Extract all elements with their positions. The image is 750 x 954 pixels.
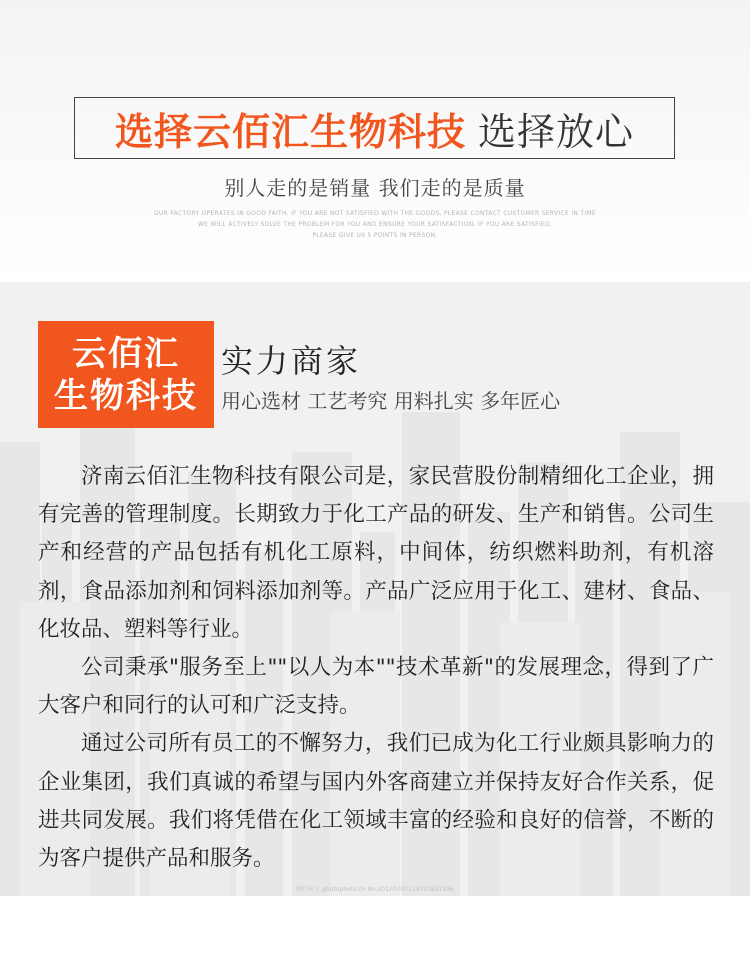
section-tagline: 用心选材 工艺考究 用料扎实 多年匠心 <box>221 389 561 413</box>
company-description <box>38 458 714 878</box>
section-heading: 实力商家 <box>221 342 362 380</box>
fine-print-line: PLEASE GIVE US 5 POINTS IN PERSON. <box>312 232 438 239</box>
company-logo <box>38 321 214 428</box>
fine-print-line: OUR FACTORY OPERATES IN GOOD FAITH. IF YOU ARE NOT SATISFIED WITH THE GOODS, PLEASE CONTACT CUSTOMER SERVICE IN TIME <box>153 210 597 217</box>
logo-line-1: 云佰汇 <box>72 333 180 374</box>
subtitle: 别人走的是销量 我们走的是质量 <box>224 176 526 200</box>
footer-area <box>0 896 750 954</box>
paragraph: 济南云佰汇生物科技有限公司是，家民营股份制精细化工企业，拥有完善的管理制度。长期致力于化工产品的研发、生产和销售。公司生产和经营的产品包括有机化工原料，中间体，纺织燃料助剂，有机溶剂，食品添加剂和饲料添加剂等。产品广泛应用于化工、建材、食品、化妆品、塑料等行业。 <box>38 464 714 642</box>
paragraph: 通过公司所有员工的不懈努力，我们已成为化工行业颇具影响力的企业集团，我们真诚的希望与国内外客商建立并保持友好合作关系，促进共同发展。我们将凭借在化工领域丰富的经验和良好的信誉，不断的为客户提供产品和服务。 <box>38 731 714 872</box>
fine-print-line: WE WILL ACTIVELY SOLVE THE PROBLEM FOR YOU AND ENSURE YOUR SATISFACTION. IF YOU ARE SATISFIED, <box>197 221 553 228</box>
watermark: 图行天下 photophoto.cn No.20170707119727837196 <box>296 886 454 893</box>
logo-line-2: 生物科技 <box>54 375 198 416</box>
paragraph: 公司秉承"服务至上""以人为本""技术革新"的发展理念，得到了广大客户和同行的认可和广泛支持。 <box>38 655 714 719</box>
title-highlight: 选择云佰汇生物科技 <box>114 109 466 154</box>
title-banner <box>74 97 675 159</box>
title-normal: 选择放心 <box>478 109 635 154</box>
